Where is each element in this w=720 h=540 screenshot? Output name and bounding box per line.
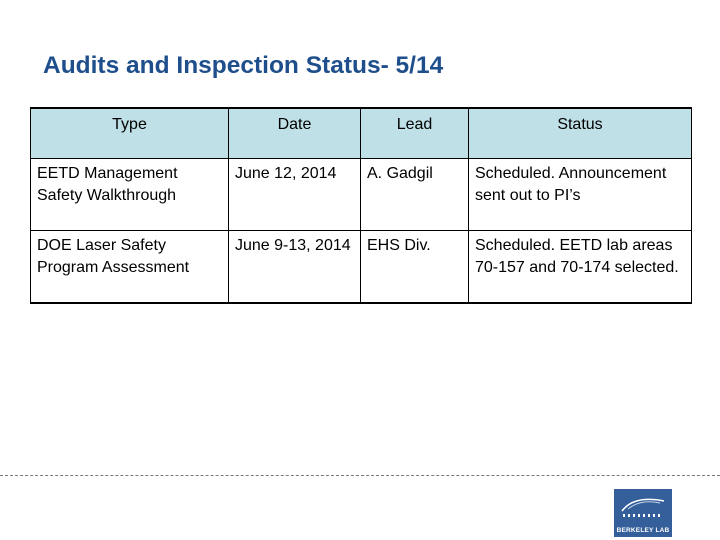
column-header-date: Date — [229, 108, 361, 159]
status-table — [30, 107, 692, 304]
berkeley-lab-emblem-icon — [614, 489, 672, 525]
cell-type: DOE Laser Safety Program Assessment — [31, 231, 229, 303]
cell-status: Scheduled. EETD lab areas 70-157 and 70-174 selected. — [469, 231, 692, 303]
column-header-lead: Lead — [361, 108, 469, 159]
column-header-status: Status — [469, 108, 692, 159]
cell-status: Scheduled. Announcement sent out to PI’s — [469, 159, 692, 231]
footer-divider — [0, 475, 720, 476]
column-header-type: Type — [31, 108, 229, 159]
table-header-row — [31, 108, 692, 159]
cell-date: June 12, 2014 — [229, 159, 361, 231]
table-row — [31, 231, 692, 303]
cell-lead: A. Gadgil — [361, 159, 469, 231]
slide-title: Audits and Inspection Status- 5/14 — [43, 52, 444, 79]
cell-date: June 9-13, 2014 — [229, 231, 361, 303]
cell-lead: EHS Div. — [361, 231, 469, 303]
berkeley-lab-logo — [614, 489, 672, 537]
table-row — [31, 159, 692, 231]
logo-wordmark: BERKELEY LAB — [616, 527, 670, 534]
cell-type: EETD Management Safety Walkthrough — [31, 159, 229, 231]
